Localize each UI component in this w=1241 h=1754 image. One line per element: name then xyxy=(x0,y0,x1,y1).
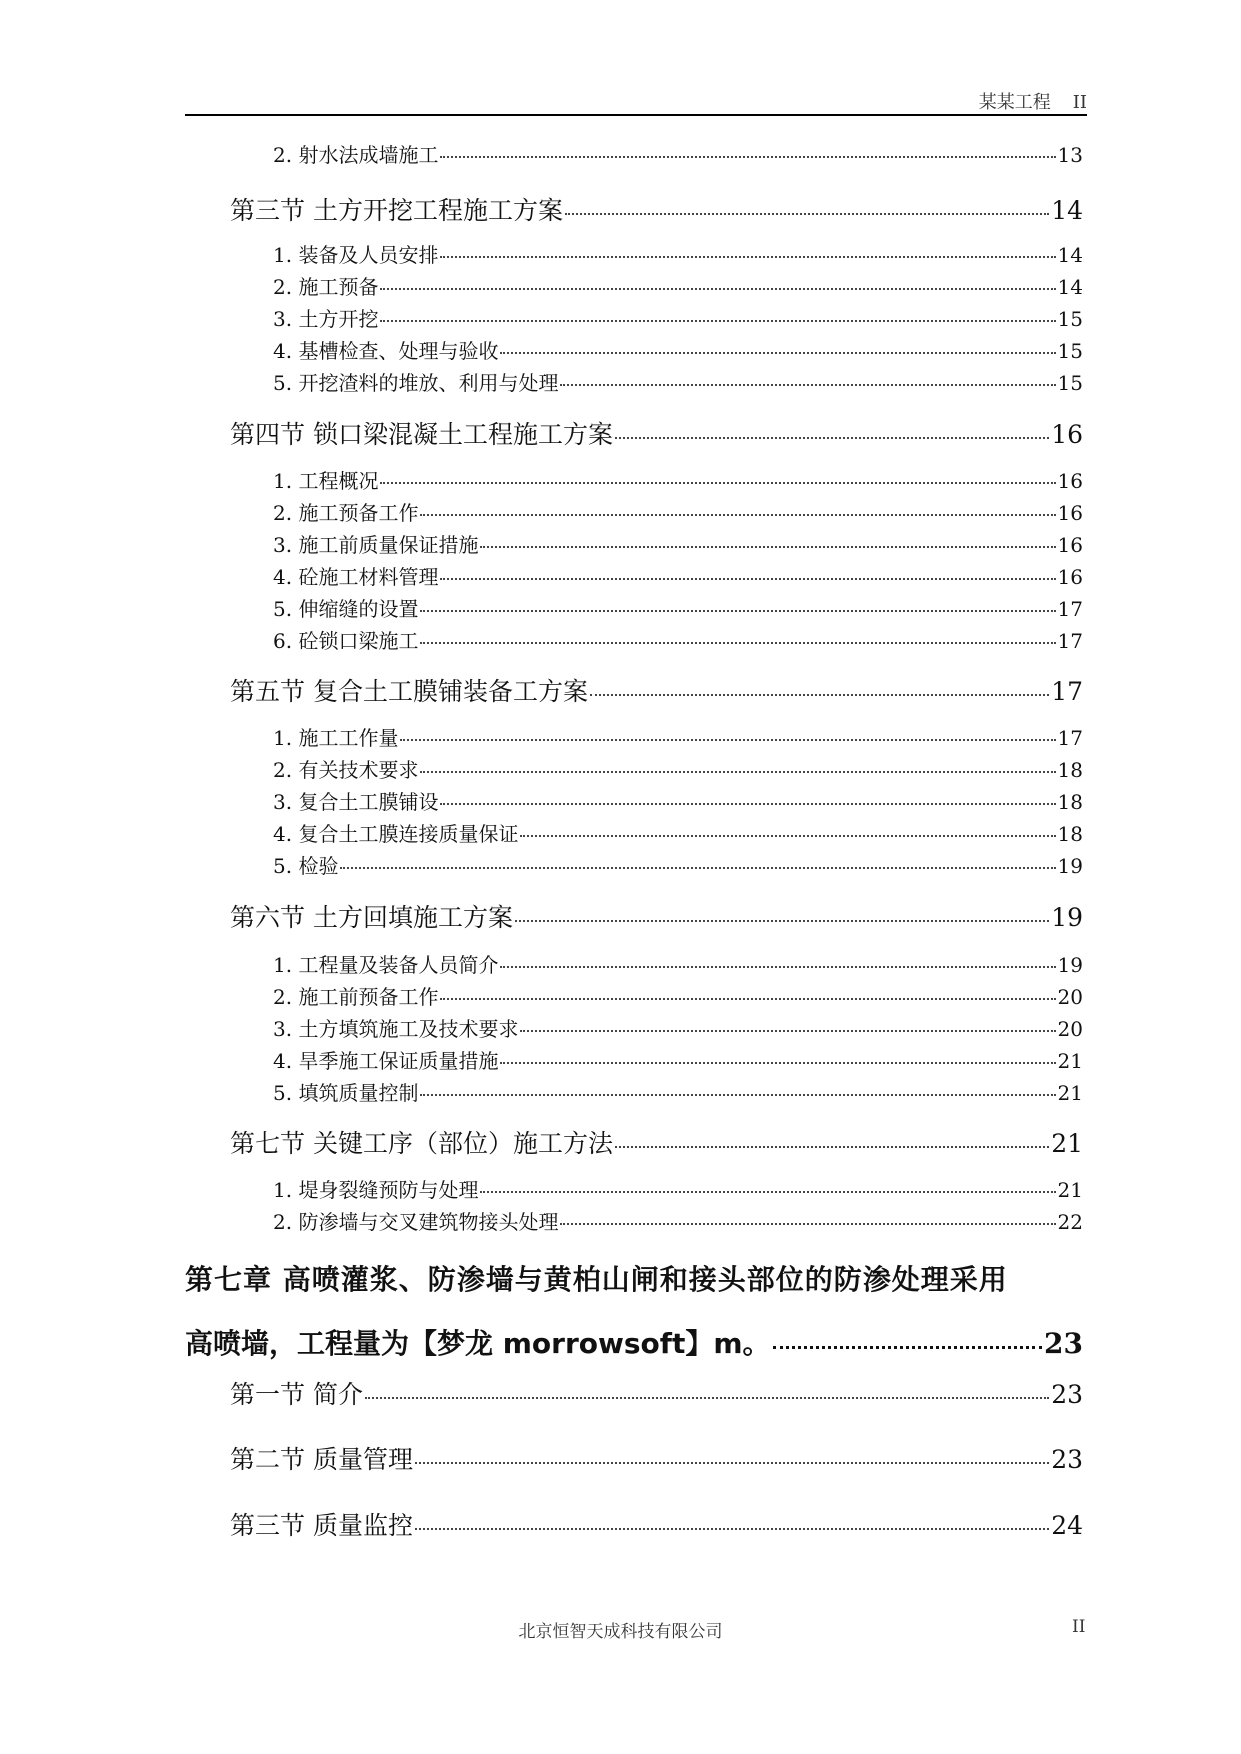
toc-entry-page-number: 20 xyxy=(1057,1017,1083,1041)
toc-entry-label: 3. 土方填筑施工及技术要求 xyxy=(273,1017,519,1041)
dot-leader xyxy=(515,919,1049,922)
dot-leader xyxy=(440,255,1055,258)
toc-item-entry[interactable] xyxy=(273,1045,1083,1074)
toc-entry-page-number: 19 xyxy=(1057,854,1083,878)
dot-leader xyxy=(565,212,1049,215)
toc-item-entry[interactable] xyxy=(273,561,1083,590)
dot-leader xyxy=(480,545,1055,548)
toc-item-entry[interactable] xyxy=(273,850,1083,879)
dot-leader xyxy=(365,1396,1049,1399)
toc-entry-page-number: 17 xyxy=(1057,726,1083,750)
dot-leader xyxy=(420,513,1055,516)
toc-entry-label: 5. 开挖渣料的堆放、利用与处理 xyxy=(273,371,559,395)
dot-leader xyxy=(380,481,1055,484)
toc-entry-label: 4. 砼施工材料管理 xyxy=(273,565,439,589)
dot-leader xyxy=(590,693,1049,696)
toc-entry-label: 第三节 质量监控 xyxy=(230,1511,413,1540)
toc-section-entry[interactable] xyxy=(230,191,1083,227)
toc-entry-page-number: 14 xyxy=(1051,196,1083,225)
dot-leader xyxy=(420,770,1055,773)
dot-leader xyxy=(420,609,1055,612)
toc-item-entry[interactable] xyxy=(273,818,1083,847)
toc-item-entry[interactable] xyxy=(273,497,1083,526)
toc-item-entry[interactable] xyxy=(273,367,1083,396)
toc-entry-label: 5. 填筑质量控制 xyxy=(273,1081,419,1105)
dot-leader xyxy=(500,351,1055,354)
toc-item-entry[interactable] xyxy=(273,1077,1083,1106)
toc-entry-label: 2. 防渗墙与交叉建筑物接头处理 xyxy=(273,1210,559,1234)
dot-leader xyxy=(520,834,1055,837)
toc-entry-page-number: 21 xyxy=(1051,1129,1083,1158)
toc-entry-label: 1. 工程概况 xyxy=(273,469,379,493)
toc-entry-page-number: 18 xyxy=(1057,790,1083,814)
toc-entry-label: 4. 旱季施工保证质量措施 xyxy=(273,1049,499,1073)
toc-item-entry[interactable] xyxy=(273,303,1083,332)
toc-section-entry[interactable] xyxy=(230,898,1083,934)
toc-entry-page-number: 14 xyxy=(1057,243,1083,267)
toc-item-entry[interactable] xyxy=(273,722,1083,751)
toc-entry-page-number: 16 xyxy=(1057,565,1083,589)
toc-entry-label: 3. 施工前质量保证措施 xyxy=(273,533,479,557)
toc-entry-label: 5. 伸缩缝的设置 xyxy=(273,597,419,621)
dot-leader xyxy=(560,383,1055,386)
chapter-page-number: 23 xyxy=(1044,1327,1083,1360)
toc-entry-label: 2. 射水法成墙施工 xyxy=(273,143,439,167)
toc-entry-label: 第四节 锁口梁混凝土工程施工方案 xyxy=(230,420,613,449)
toc-section-entry[interactable] xyxy=(230,672,1083,708)
toc-entry-label: 第三节 土方开挖工程施工方案 xyxy=(230,196,563,225)
toc-entry-page-number: 17 xyxy=(1057,597,1083,621)
dot-leader xyxy=(500,1061,1055,1064)
dot-leader xyxy=(520,1029,1055,1032)
toc-entry-page-number: 21 xyxy=(1057,1081,1083,1105)
toc-entry-label: 2. 施工预备 xyxy=(273,275,379,299)
toc-entry-page-number: 22 xyxy=(1057,1210,1083,1234)
chapter-entry[interactable] xyxy=(185,1322,1083,1362)
toc-entry-label: 第六节 土方回填施工方案 xyxy=(230,903,513,932)
toc-entry-page-number: 21 xyxy=(1057,1178,1083,1202)
toc-entry-page-number: 16 xyxy=(1057,469,1083,493)
chapter-section-entry[interactable] xyxy=(230,1506,1083,1542)
chapter-section-entry[interactable] xyxy=(230,1375,1083,1411)
header-page-number: II xyxy=(1072,92,1087,113)
toc-item-entry[interactable] xyxy=(273,1206,1083,1235)
toc-entry-label: 4. 复合土工膜连接质量保证 xyxy=(273,822,519,846)
dot-leader xyxy=(340,866,1055,869)
dot-leader xyxy=(420,641,1055,644)
toc-entry-page-number: 17 xyxy=(1051,677,1083,706)
chapter-section-entry[interactable] xyxy=(230,1440,1083,1476)
toc-entry-label: 1. 施工工作量 xyxy=(273,726,399,750)
toc-section-entry[interactable] xyxy=(230,1124,1083,1160)
toc-entry-page-number: 15 xyxy=(1057,371,1083,395)
toc-entry-page-number: 15 xyxy=(1057,339,1083,363)
dot-leader xyxy=(440,802,1055,805)
toc-entry-label: 1. 堤身裂缝预防与处理 xyxy=(273,1178,479,1202)
toc-entry-label: 第一节 简介 xyxy=(230,1380,363,1409)
toc-item-entry[interactable] xyxy=(273,529,1083,558)
dot-leader xyxy=(500,965,1055,968)
toc-entry-page-number: 21 xyxy=(1057,1049,1083,1073)
footer-page-number: II xyxy=(1072,1617,1086,1637)
toc-item-entry[interactable] xyxy=(273,271,1083,300)
toc-entry-page-number: 16 xyxy=(1051,420,1083,449)
dot-leader xyxy=(400,738,1055,741)
toc-entry-page-number: 20 xyxy=(1057,985,1083,1009)
toc-entry-page-number: 24 xyxy=(1051,1511,1083,1540)
dot-leader xyxy=(773,1345,1043,1349)
toc-entry-label: 2. 施工预备工作 xyxy=(273,501,419,525)
toc-entry-page-number: 19 xyxy=(1057,953,1083,977)
toc-entry-page-number: 19 xyxy=(1051,903,1083,932)
toc-entry-label: 3. 复合土工膜铺设 xyxy=(273,790,439,814)
dot-leader xyxy=(615,436,1049,439)
dot-leader xyxy=(420,1093,1055,1096)
toc-entry-page-number: 23 xyxy=(1051,1380,1083,1409)
chapter-title-line1: 第七章 高喷灌浆、防渗墙与黄柏山闸和接头部位的防渗处理采用 xyxy=(185,1263,1008,1296)
toc-entry-label: 4. 基槽检查、处理与验收 xyxy=(273,339,499,363)
toc-item-entry[interactable] xyxy=(273,239,1083,268)
toc-entry-label: 5. 检验 xyxy=(273,854,339,878)
toc-entry-label: 第五节 复合土工膜铺装备工方案 xyxy=(230,677,588,706)
toc-item-entry[interactable] xyxy=(273,593,1083,622)
toc-entry-label: 2. 有关技术要求 xyxy=(273,758,419,782)
dot-leader xyxy=(560,1222,1055,1225)
dot-leader xyxy=(615,1145,1049,1148)
toc-entry-label: 第七节 关键工序（部位）施工方法 xyxy=(230,1129,613,1158)
dot-leader xyxy=(380,319,1055,322)
toc-section-entry[interactable] xyxy=(230,415,1083,451)
header-right xyxy=(979,88,1087,114)
toc-entry-label: 1. 装备及人员安排 xyxy=(273,243,439,267)
toc-entry-page-number: 16 xyxy=(1057,501,1083,525)
toc-item-entry[interactable] xyxy=(273,949,1083,978)
toc-entry-label: 2. 施工前预备工作 xyxy=(273,985,439,1009)
toc-item-entry[interactable] xyxy=(273,139,1083,168)
toc-item-entry[interactable] xyxy=(273,1013,1083,1042)
dot-leader xyxy=(415,1461,1049,1464)
toc-entry-page-number: 16 xyxy=(1057,533,1083,557)
toc-item-entry[interactable] xyxy=(273,981,1083,1010)
header-title: 某某工程 xyxy=(978,92,1051,113)
dot-leader xyxy=(440,577,1055,580)
footer-company: 北京恒智天成科技有限公司 xyxy=(518,1622,723,1642)
toc-item-entry[interactable] xyxy=(273,625,1083,654)
toc-entry-page-number: 13 xyxy=(1057,143,1083,167)
toc-entry-page-number: 14 xyxy=(1057,275,1083,299)
toc-entry-label: 3. 土方开挖 xyxy=(273,307,379,331)
dot-leader xyxy=(415,1527,1049,1530)
toc-entry-page-number: 18 xyxy=(1057,758,1083,782)
dot-leader xyxy=(380,287,1055,290)
toc-entry-label: 1. 工程量及装备人员简介 xyxy=(273,953,499,977)
toc-item-entry[interactable] xyxy=(273,1174,1083,1203)
toc-entry-page-number: 18 xyxy=(1057,822,1083,846)
dot-leader xyxy=(440,155,1055,158)
dot-leader xyxy=(440,997,1055,1000)
toc-entry-label: 第二节 质量管理 xyxy=(230,1445,413,1474)
toc-item-entry[interactable] xyxy=(273,335,1083,364)
toc-item-entry[interactable] xyxy=(273,465,1083,494)
toc-entry-page-number: 15 xyxy=(1057,307,1083,331)
page-header xyxy=(185,88,1087,116)
chapter-title-line2: 高喷墙，工程量为【梦龙 morrowsoft】m。 xyxy=(185,1327,771,1360)
toc-entry-page-number: 23 xyxy=(1051,1445,1083,1474)
toc-entry-label: 6. 砼锁口梁施工 xyxy=(273,629,419,653)
toc-item-entry[interactable] xyxy=(273,786,1083,815)
toc-item-entry[interactable] xyxy=(273,754,1083,783)
toc-entry-page-number: 17 xyxy=(1057,629,1083,653)
dot-leader xyxy=(480,1190,1055,1193)
